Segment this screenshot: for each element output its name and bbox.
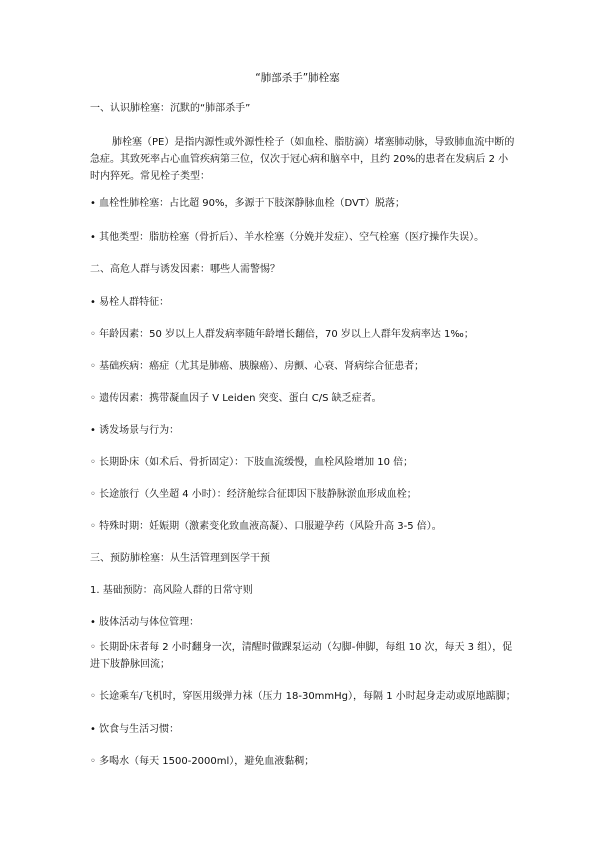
list-item: • 肢体活动与体位管理：: [90, 617, 200, 628]
section-heading-3: 三、预防肺栓塞：从生活管理到医学干预: [90, 553, 270, 564]
list-item: ◦ 多喝水（每天 1500-2000ml），避免血液黏稠；: [90, 756, 315, 767]
list-item: • 易栓人群特征：: [90, 297, 170, 308]
section-heading-2: 二、高危人群与诱发因素：哪些人需警惕？: [90, 264, 280, 275]
list-item: ◦ 长途乘车/飞机时，穿医用级弹力袜（压力 18-30mmHg），每隔 1 小时起身走动或原地踮脚；: [90, 691, 516, 702]
list-item: • 血栓性肺栓塞：占比超 90%，多源于下肢深静脉血栓（DVT）脱落；: [90, 198, 405, 209]
section-heading-1: 一、认识肺栓塞：沉默的“肺部杀手”: [90, 103, 251, 114]
document-title: “肺部杀手”肺栓塞: [255, 72, 340, 84]
list-item: ◦ 年龄因素：50 岁以上人群发病率随年龄增长翻倍，70 岁以上人群年发病率达 1‰；: [90, 329, 474, 340]
list-item: ◦ 长期卧床（如术后、骨折固定）：下肢血流缓慢，血栓风险增加 10 倍；: [90, 457, 414, 468]
list-item: ◦ 特殊时期：妊娠期（激素变化致血液高凝）、口服避孕药（风险升高 3-5 倍）。: [90, 521, 442, 532]
list-item: ◦ 基础疾病：癌症（尤其是肺癌、胰腺癌）、房颤、心衰、肾病综合征患者；: [90, 361, 425, 372]
intro-paragraph: 肺栓塞（PE）是指内源性或外源性栓子（如血栓、脂肪滴）堵塞肺动脉，导致肺血流中断的急症。其致死率占心血管疾病第三位，仅次于冠心病和脑卒中，且约 20%的患者在发病后 2 小时内猝死。常见栓子类型：: [90, 137, 515, 182]
list-item: • 其他类型：脂肪栓塞（骨折后）、羊水栓塞（分娩并发症）、空气栓塞（医疗操作失误）。: [90, 232, 485, 243]
list-item: ◦ 长途旅行（久坐超 4 小时）：经济舱综合征即因下肢静脉淤血形成血栓；: [90, 489, 417, 500]
subsection-heading: 1. 基础预防：高风险人群的日常守则: [90, 585, 253, 596]
list-item: ◦ 遗传因素：携带凝血因子 V Leiden 突变、蛋白 C/S 缺乏症者。: [90, 393, 382, 404]
list-item: • 诱发场景与行为：: [90, 425, 180, 436]
list-item: ◦ 长期卧床者每 2 小时翻身一次，清醒时做踝泵运动（勾脚-伸脚，每组 10 次，每天 3 组），促进下肢静脉回流；: [90, 642, 513, 670]
list-item: • 饮食与生活习惯：: [90, 724, 180, 735]
